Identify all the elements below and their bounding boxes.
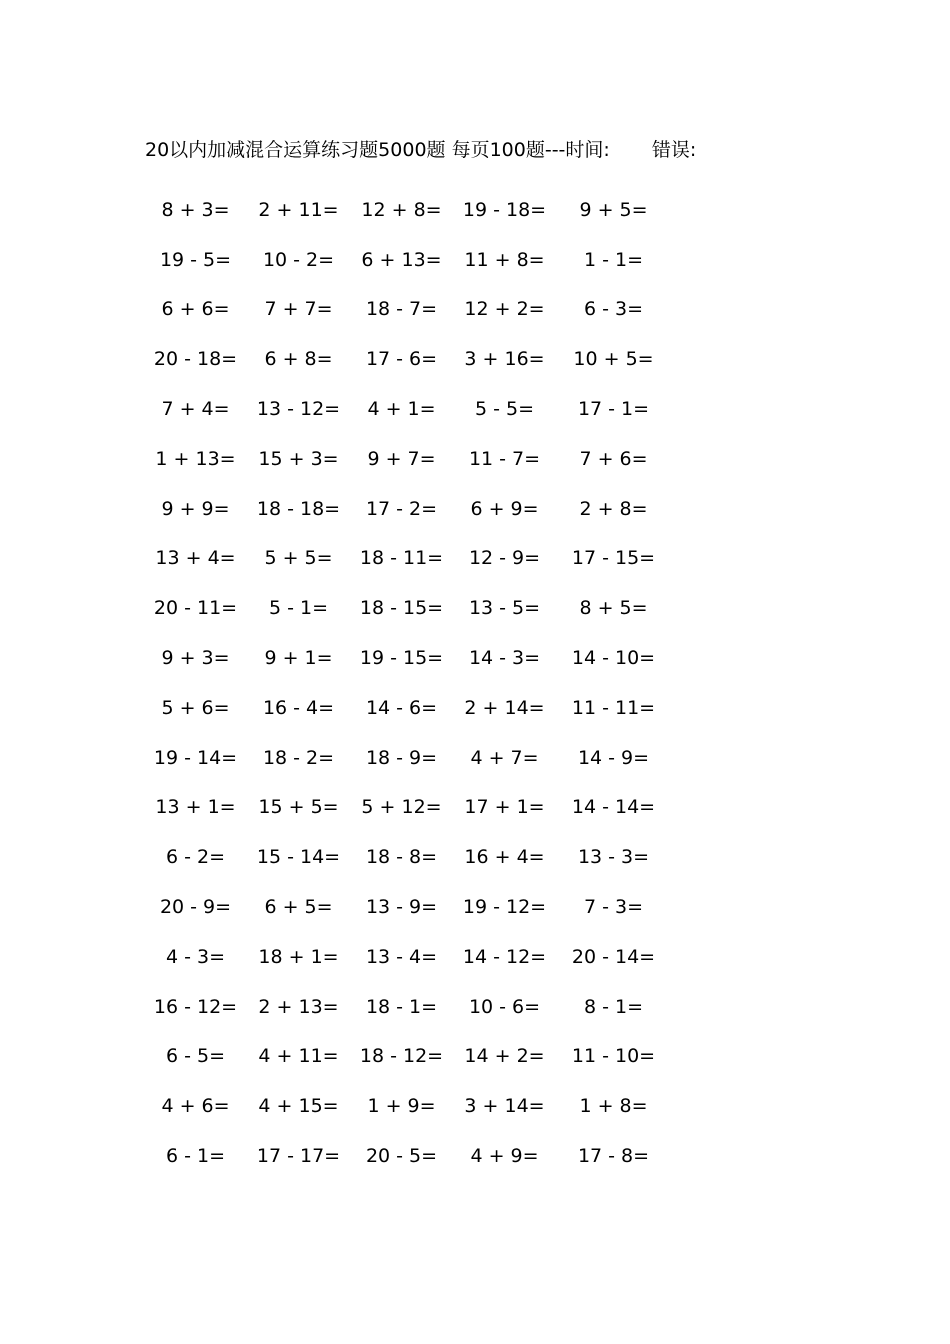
math-problem: 2 + 11= <box>258 198 339 221</box>
math-problem: 4 + 9= <box>470 1145 539 1168</box>
math-problem: 8 + 3= <box>161 198 230 221</box>
problem-row <box>144 534 671 584</box>
math-problem: 6 + 5= <box>264 896 333 919</box>
math-problem: 10 + 5= <box>573 348 654 371</box>
math-problem: 18 - 7= <box>365 298 438 321</box>
math-problem: 20 - 9= <box>159 896 232 919</box>
problem-row <box>144 832 671 882</box>
math-problem: 13 + 4= <box>155 547 236 570</box>
math-problem: 20 - 14= <box>571 945 656 968</box>
math-problem: 17 - 8= <box>577 1145 650 1168</box>
math-problem: 10 - 2= <box>262 248 335 271</box>
math-problem: 14 + 2= <box>464 1045 545 1068</box>
math-problem: 6 - 3= <box>583 298 644 321</box>
problem-row <box>144 1081 671 1131</box>
page-title <box>145 136 696 164</box>
problem-row <box>144 334 671 384</box>
math-problem: 18 - 2= <box>262 746 335 769</box>
math-problem: 18 - 12= <box>359 1045 444 1068</box>
math-problem: 5 + 6= <box>161 696 230 719</box>
math-problem: 19 - 18= <box>462 198 547 221</box>
math-problem: 18 - 1= <box>365 995 438 1018</box>
math-problem: 4 + 6= <box>161 1095 230 1118</box>
math-problem: 13 - 9= <box>365 896 438 919</box>
math-problem: 9 + 5= <box>579 198 648 221</box>
math-problem: 4 + 11= <box>258 1045 339 1068</box>
problem-row <box>144 633 671 683</box>
math-problem: 11 - 11= <box>571 696 656 719</box>
math-problem: 5 + 5= <box>264 547 333 570</box>
math-problem: 8 + 5= <box>579 597 648 620</box>
math-problem: 19 - 5= <box>159 248 232 271</box>
math-problem: 4 + 7= <box>470 746 539 769</box>
math-problem: 2 + 14= <box>464 696 545 719</box>
math-problem: 4 + 1= <box>367 398 436 421</box>
math-problem: 1 + 8= <box>579 1095 648 1118</box>
math-problem: 6 + 13= <box>361 248 442 271</box>
problem-row <box>144 1032 671 1082</box>
math-problem: 2 + 8= <box>579 497 648 520</box>
problem-row <box>144 384 671 434</box>
problem-row <box>144 185 671 235</box>
math-problem: 18 - 18= <box>256 497 341 520</box>
math-problem: 12 + 2= <box>464 298 545 321</box>
math-problem: 17 - 17= <box>256 1145 341 1168</box>
math-problem: 1 + 13= <box>155 447 236 470</box>
math-problem: 11 - 10= <box>571 1045 656 1068</box>
math-problem: 12 - 9= <box>468 547 541 570</box>
problem-row <box>144 882 671 932</box>
math-problem: 6 + 8= <box>264 348 333 371</box>
math-problem: 15 - 14= <box>256 846 341 869</box>
math-problem: 18 - 15= <box>359 597 444 620</box>
math-problem: 5 - 1= <box>268 597 329 620</box>
math-problem: 20 - 18= <box>153 348 238 371</box>
math-problem: 14 - 12= <box>462 945 547 968</box>
math-problem: 6 + 9= <box>470 497 539 520</box>
math-problem: 7 + 4= <box>161 398 230 421</box>
math-problem: 14 - 9= <box>577 746 650 769</box>
problem-row <box>144 1131 671 1181</box>
math-problem: 20 - 5= <box>365 1145 438 1168</box>
math-problem: 9 + 9= <box>161 497 230 520</box>
math-problem: 13 + 1= <box>155 796 236 819</box>
math-problem: 9 + 3= <box>161 647 230 670</box>
math-problem: 16 + 4= <box>464 846 545 869</box>
math-problem: 14 - 10= <box>571 647 656 670</box>
math-problem: 17 - 1= <box>577 398 650 421</box>
math-problem: 6 - 5= <box>165 1045 226 1068</box>
math-problem: 6 + 6= <box>161 298 230 321</box>
errors-label: 错误: <box>651 139 697 161</box>
problem-row <box>144 484 671 534</box>
math-problem: 7 + 6= <box>579 447 648 470</box>
math-problem: 15 + 5= <box>258 796 339 819</box>
math-problem: 9 + 7= <box>367 447 436 470</box>
problem-row <box>144 285 671 335</box>
math-problem: 5 + 12= <box>361 796 442 819</box>
problem-row <box>144 982 671 1032</box>
math-problem: 17 - 2= <box>365 497 438 520</box>
problem-row <box>144 583 671 633</box>
math-problem: 13 - 5= <box>468 597 541 620</box>
math-problem: 14 - 3= <box>468 647 541 670</box>
math-problem: 19 - 12= <box>462 896 547 919</box>
math-problem: 16 - 4= <box>262 696 335 719</box>
math-problem: 18 - 11= <box>359 547 444 570</box>
math-problem: 2 + 13= <box>258 995 339 1018</box>
math-problem: 17 + 1= <box>464 796 545 819</box>
problem-grid <box>144 185 671 1181</box>
math-problem: 9 + 1= <box>264 647 333 670</box>
math-problem: 14 - 6= <box>365 696 438 719</box>
math-problem: 13 - 3= <box>577 846 650 869</box>
problem-row <box>144 683 671 733</box>
math-problem: 1 + 9= <box>367 1095 436 1118</box>
problem-row <box>144 733 671 783</box>
math-problem: 8 - 1= <box>583 995 644 1018</box>
math-problem: 7 + 7= <box>264 298 333 321</box>
problem-row <box>144 434 671 484</box>
math-problem: 13 - 12= <box>256 398 341 421</box>
math-problem: 18 - 8= <box>365 846 438 869</box>
math-problem: 19 - 14= <box>153 746 238 769</box>
worksheet-title: 20以内加减混合运算练习题5000题 每页100题---时间: <box>145 139 610 161</box>
math-problem: 11 - 7= <box>468 447 541 470</box>
math-problem: 1 - 1= <box>583 248 644 271</box>
math-problem: 13 - 4= <box>365 945 438 968</box>
math-problem: 17 - 15= <box>571 547 656 570</box>
problem-row <box>144 235 671 285</box>
math-problem: 12 + 8= <box>361 198 442 221</box>
math-problem: 18 - 9= <box>365 746 438 769</box>
math-problem: 3 + 14= <box>464 1095 545 1118</box>
math-problem: 4 - 3= <box>165 945 226 968</box>
math-problem: 7 - 3= <box>583 896 644 919</box>
math-problem: 20 - 11= <box>153 597 238 620</box>
math-problem: 14 - 14= <box>571 796 656 819</box>
math-problem: 3 + 16= <box>464 348 545 371</box>
math-problem: 4 + 15= <box>258 1095 339 1118</box>
math-problem: 6 - 2= <box>165 846 226 869</box>
math-problem: 17 - 6= <box>365 348 438 371</box>
math-problem: 18 + 1= <box>258 945 339 968</box>
math-problem: 10 - 6= <box>468 995 541 1018</box>
problem-row <box>144 783 671 833</box>
math-problem: 16 - 12= <box>153 995 238 1018</box>
math-problem: 5 - 5= <box>474 398 535 421</box>
math-problem: 6 - 1= <box>165 1145 226 1168</box>
problem-row <box>144 932 671 982</box>
math-problem: 11 + 8= <box>464 248 545 271</box>
math-problem: 15 + 3= <box>258 447 339 470</box>
math-problem: 19 - 15= <box>359 647 444 670</box>
